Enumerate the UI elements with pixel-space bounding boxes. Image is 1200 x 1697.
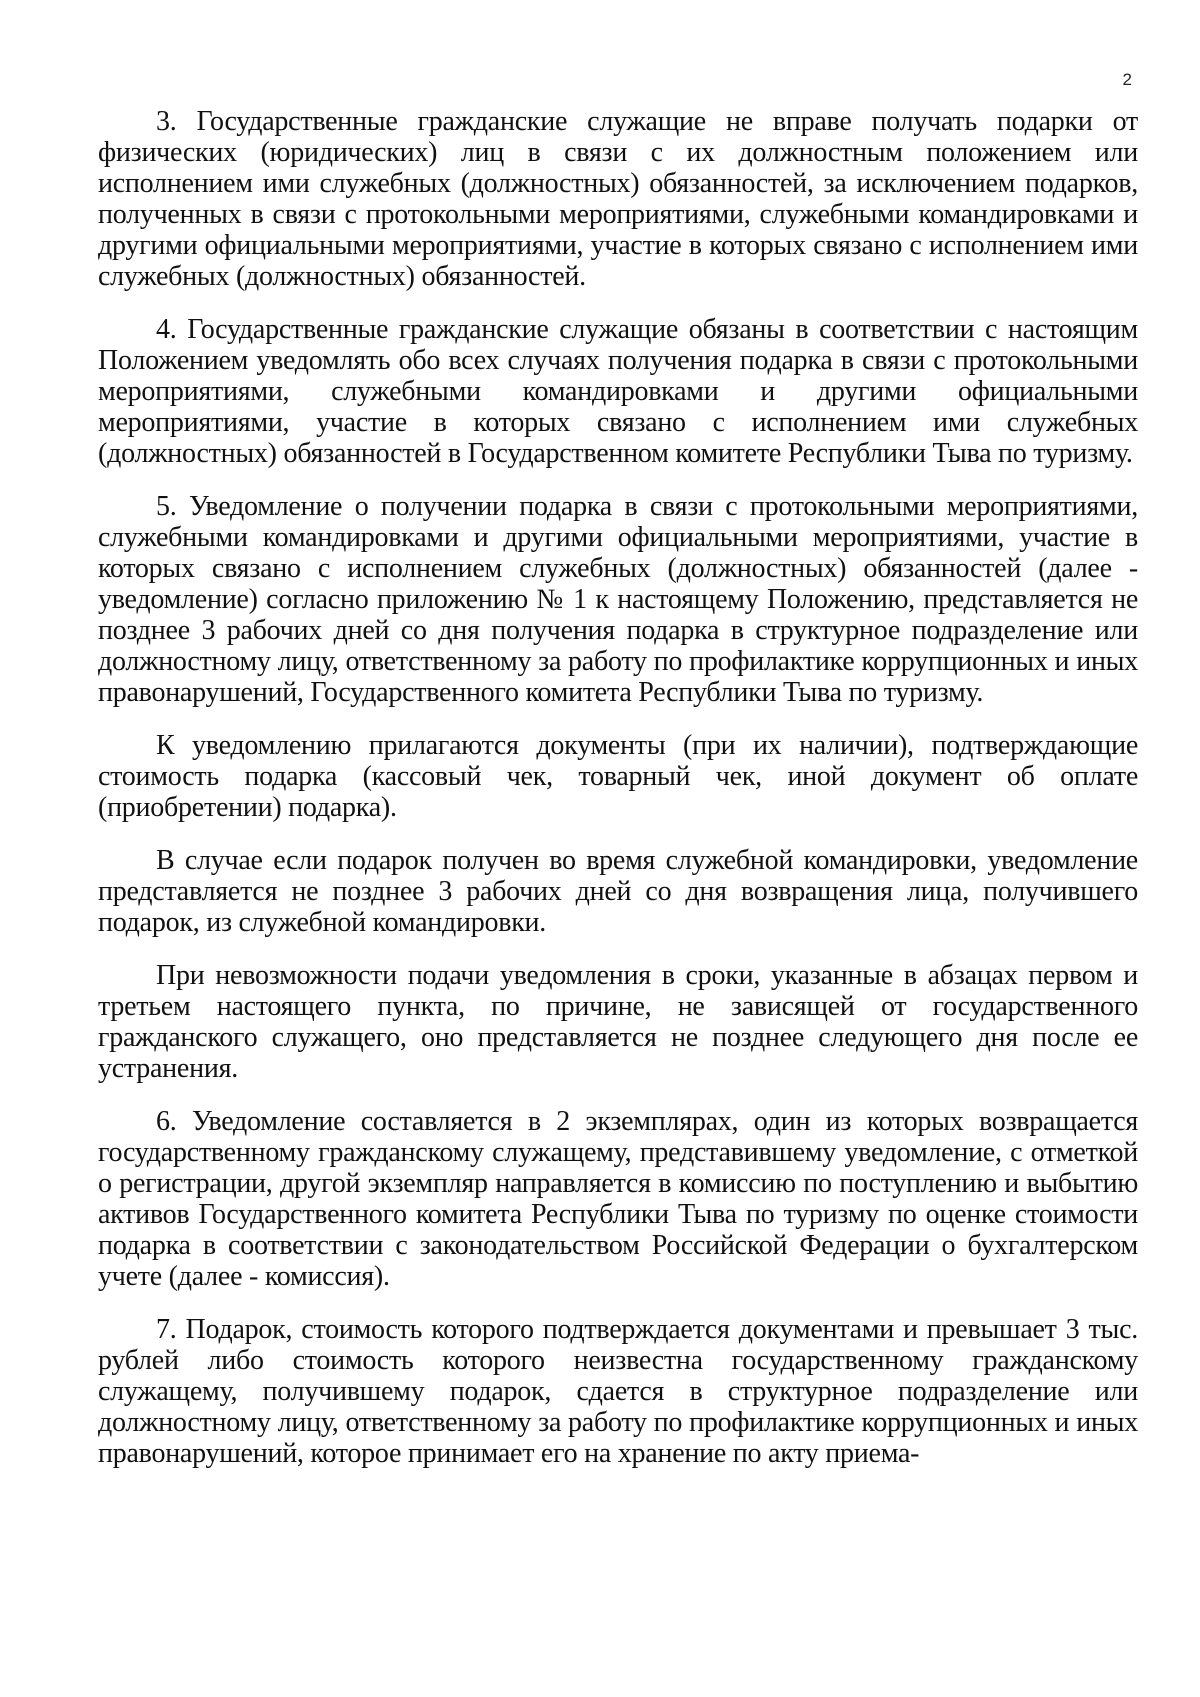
paragraph-business-trip: В случае если подарок получен во время служебной командировки, уведомление представляется не позднее 3 рабочих дней со дня возвращения лица, получившего подарок, из служебной командировки. <box>98 845 1138 938</box>
paragraph-item-3: 3. Государственные гражданские служащие не вправе получать подарки от физических (юридических) лиц в связи с их должностным положением или исполнением ими служебных (должностных) обязанностей, за исключением подарков, полученных в связи с протокольными мероприятиями, служебными командировками и другими официальными мероприятиями, участие в которых связано с исполнением ими служебных (должностных) обязанностей. <box>98 106 1138 292</box>
paragraph-item-6: 6. Уведомление составляется в 2 экземплярах, один из которых возвращается государственному гражданскому служащему, представившему уведомление, с отметкой о регистрации, другой экземпляр направляется в комиссию по поступлению и выбытию активов Государственного комитета Республики Тыва по туризму по оценке стоимости подарка в соответствии с законодательством Российской Федерации о бухгалтерском учете (далее - комиссия). <box>98 1106 1138 1292</box>
paragraph-impossibility: При невозможности подачи уведомления в сроки, указанные в абзацах первом и третьем настоящего пункта, по причине, не зависящей от государственного гражданского служащего, оно представляется не позднее следующего дня после ее устранения. <box>98 960 1138 1084</box>
paragraph-item-5: 5. Уведомление о получении подарка в связи с протокольными мероприятиями, служебными командировками и другими официальными мероприятиями, участие в которых связано с исполнением служебных (должностных) обязанностей (далее - уведомление) согласно приложению № 1 к настоящему Положению, представляется не позднее 3 рабочих дней со дня получения подарка в структурное подразделение или должностному лицу, ответственному за работу по профилактике коррупционных и иных правонарушений, Государственного комитета Республики Тыва по туризму. <box>98 491 1138 708</box>
paragraph-attachments: К уведомлению прилагаются документы (при их наличии), подтверждающие стоимость подарка (кассовый чек, товарный чек, иной документ об оплате (приобретении) подарка). <box>98 730 1138 823</box>
paragraph-item-4: 4. Государственные гражданские служащие обязаны в соответствии с настоящим Положением уведомлять обо всех случаях получения подарка в связи с протокольными мероприятиями, служебными командировками и другими официальными мероприятиями, участие в которых связано с исполнением ими служебных (должностных) обязанностей в Государственном комитете Республики Тыва по туризму. <box>98 314 1138 469</box>
paragraph-item-7: 7. Подарок, стоимость которого подтверждается документами и превышает 3 тыс. рублей либо стоимость которого неизвестна государственному гражданскому служащему, получившему подарок, сдается в структурное подразделение или должностному лицу, ответственному за работу по профилактике коррупционных и иных правонарушений, которое принимает его на хранение по акту приема- <box>98 1314 1138 1469</box>
page-number: 2 <box>1122 70 1132 89</box>
document-body <box>98 106 1138 1469</box>
